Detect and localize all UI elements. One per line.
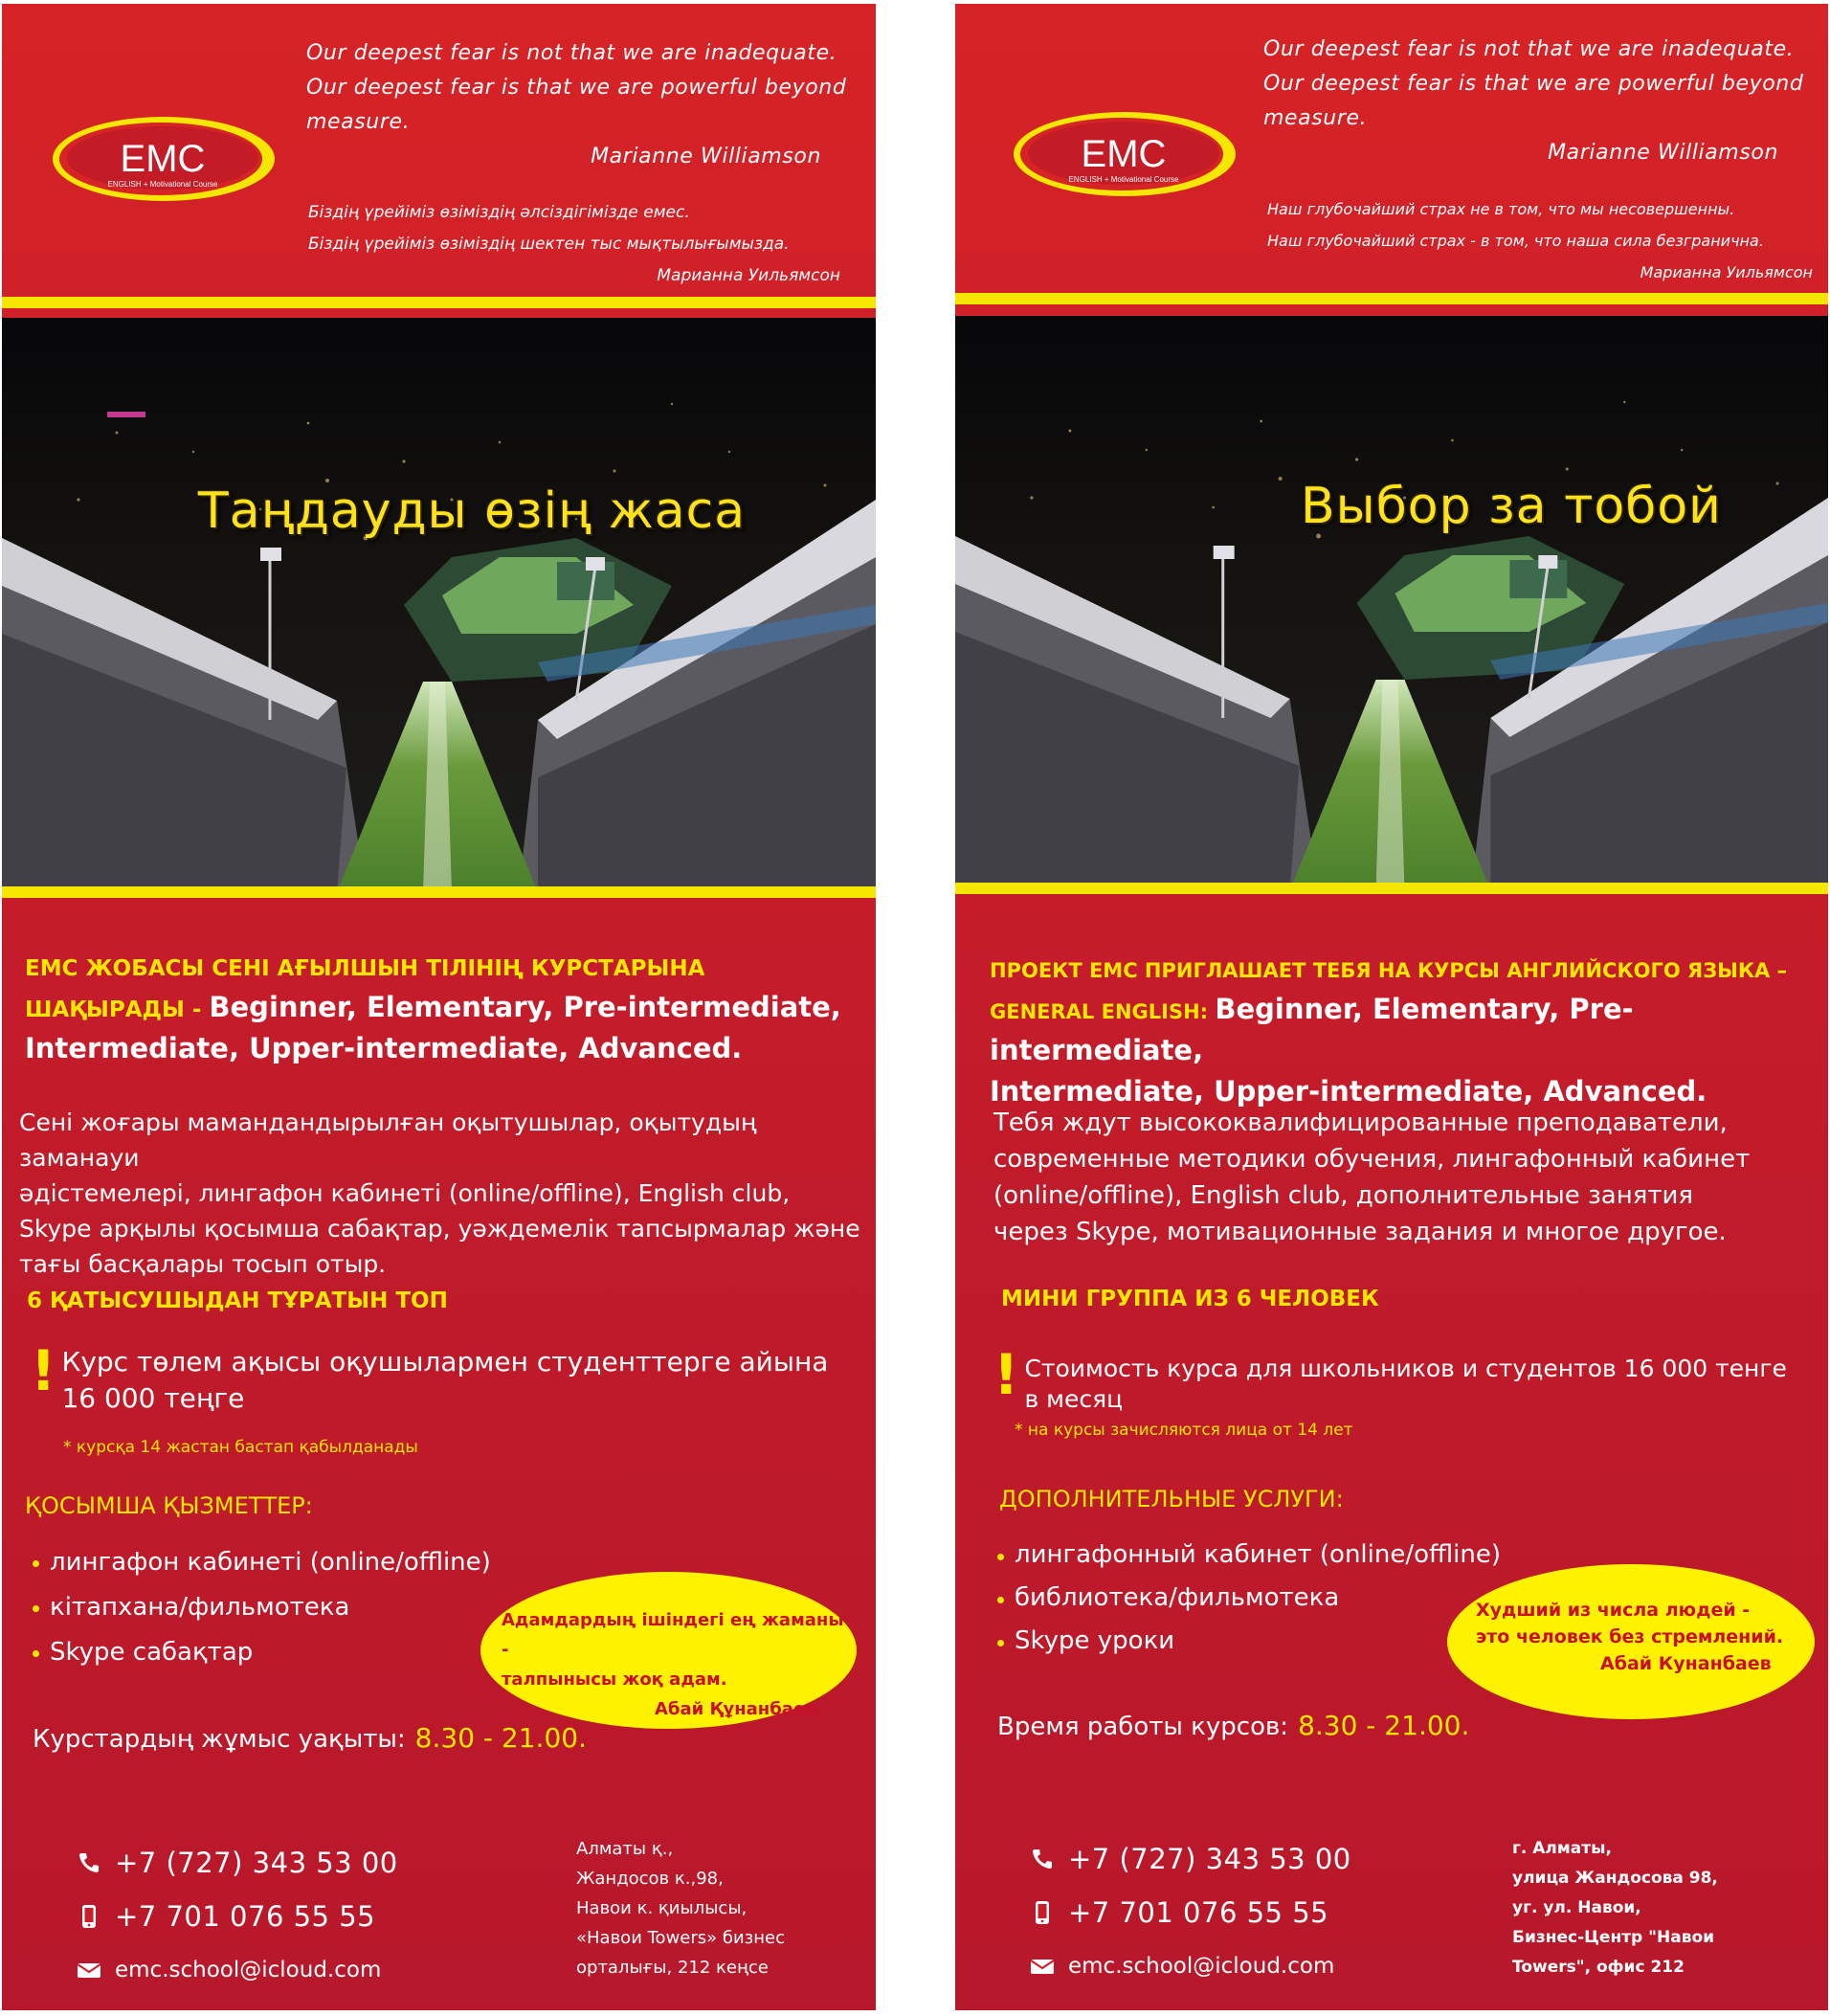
ellipse-quote-author: Абай Құнанбаев.	[655, 1699, 823, 1719]
services-heading: ДОПОЛНИТЕЛЬНЫЕ УСЛУГИ:	[999, 1486, 1344, 1512]
quote-line: Біздің үрейіміз өзіміздің шектен тыс мықтылығымызда.	[308, 235, 790, 254]
phone-row	[75, 1836, 398, 1890]
address-line: уг. ул. Навои,	[1512, 1898, 1641, 1917]
working-hours	[997, 1710, 1469, 1741]
quote-line: Біздің үрейіміз өзіміздің әлсіздігімізде емес.	[308, 203, 690, 222]
email-address[interactable]: emc.school@icloud.com	[115, 1958, 382, 1982]
mobile-row	[75, 1890, 398, 1943]
mobile-phone-icon	[1028, 1898, 1057, 1927]
slogan: Таңдауды өзің жаса	[198, 482, 747, 540]
phone-mobile[interactable]: +7 701 076 55 55	[115, 1900, 376, 1933]
address-line: Бизнес-Центр "Навои	[1512, 1928, 1715, 1947]
price-block	[31, 1338, 829, 1417]
quote-line: Наш глубочайший страх не в том, что мы несовершенны.	[1267, 200, 1735, 218]
address-line: Навои к. қиылысы,	[576, 1898, 748, 1918]
service-item: Skype уроки	[993, 1620, 1501, 1663]
yellow-stripe	[955, 293, 1828, 304]
hours-label: Время работы курсов:	[997, 1713, 1289, 1741]
mobile-row	[1028, 1886, 1351, 1939]
quote-author: Марианна Уильямсон	[657, 266, 840, 285]
hours-label: Курстардың жұмыс уақыты:	[33, 1725, 406, 1754]
price-line: в месяц	[1024, 1385, 1124, 1413]
service-item: лингафонный кабинет (online/offline)	[993, 1534, 1501, 1577]
night-stadium-photo	[2, 318, 876, 892]
emc-logo	[1011, 109, 1239, 199]
quote-english	[1263, 33, 1819, 170]
email-address[interactable]: emc.school@icloud.com	[1068, 1954, 1335, 1979]
intro-text	[25, 950, 858, 1070]
ellipse-quote-line: Худший из числа людей -	[1476, 1600, 1751, 1621]
quote-author: Marianne Williamson	[1548, 141, 1778, 165]
yellow-stripe	[2, 297, 876, 308]
service-item: Skype сабақтар	[29, 1630, 491, 1675]
abai-quote-ellipse	[1447, 1564, 1815, 1719]
address-line: г. Алматы,	[1512, 1839, 1612, 1858]
exclamation-icon: !	[31, 1338, 56, 1403]
age-note: * курсқа 14 жастан бастап қабылданады	[63, 1438, 418, 1457]
service-item: лингафон кабинеті (online/offline)	[29, 1540, 491, 1585]
description	[993, 1105, 1817, 1250]
mobile-phone-icon	[75, 1902, 103, 1931]
price-line: 16 000 теңге	[61, 1382, 245, 1414]
phone-handset-icon	[1028, 1845, 1057, 1873]
quote-line: Our deepest fear is not that we are inadequate.	[1263, 37, 1795, 61]
flyer-russian	[955, 4, 1828, 2010]
quote-line: measure.	[1263, 106, 1368, 130]
ellipse-quote-line: это человек без стремлений.	[1476, 1626, 1784, 1647]
intro-invite: ПРОЕКТ ЕМС ПРИГЛАШАЕТ ТЕБЯ НА КУРСЫ АНГЛИЙСКОГО ЯЗЫКА –	[990, 959, 1788, 982]
service-item: библиотека/фильмотека	[993, 1577, 1501, 1620]
group-heading: 6 ҚАТЫСУШЫДАН ТҰРАТЫН ТОП	[27, 1288, 448, 1313]
address-line: Алматы қ.,	[576, 1839, 674, 1859]
address-line: Towers", офис 212	[1512, 1958, 1685, 1977]
header	[955, 4, 1828, 293]
abai-quote-ellipse	[480, 1572, 857, 1729]
emc-logo	[50, 114, 278, 204]
ellipse-quote-line: Адамдардың ішіндегі ең жаманы -	[502, 1610, 844, 1660]
intro-invite: GENERAL ENGLISH:	[990, 1000, 1216, 1023]
svg-text:EMC: EMC	[120, 138, 206, 180]
description-line: (online/offline), English club, дополнительные занятия	[993, 1181, 1694, 1210]
phone-mobile[interactable]: +7 701 076 55 55	[1068, 1896, 1329, 1929]
contacts	[1028, 1832, 1351, 1993]
quote-line: Our deepest fear is not that we are inadequate.	[306, 41, 837, 65]
age-note: * на курсы зачисляются лица от 14 лет	[1015, 1421, 1353, 1440]
description-line: Сені жоғары мамандандырылған оқытушылар, оқытудың заманауи	[19, 1109, 757, 1172]
night-stadium-photo	[955, 316, 1828, 890]
ellipse-quote-author: Абай Кунанбаев	[1600, 1653, 1772, 1674]
ellipse-quote-line: талпынысы жоқ адам.	[502, 1669, 727, 1690]
intro-invite: ЕМС ЖОБАСЫ СЕНІ АҒЫЛШЫН ТІЛІНІҢ КУРСТАРЫНА	[25, 956, 705, 981]
svg-text:EMC: EMC	[1081, 133, 1167, 175]
group-heading: МИНИ ГРУППА ИЗ 6 ЧЕЛОВЕК	[1001, 1287, 1379, 1311]
services-heading: ҚОСЫМША ҚЫЗМЕТТЕР:	[25, 1492, 313, 1519]
quote-author: Marianne Williamson	[591, 145, 821, 168]
quote-line: Наш глубочайший страх - в том, что наша сила безгранична.	[1267, 232, 1764, 250]
intro-levels: Beginner, Elementary, Pre-intermediate,	[209, 991, 841, 1023]
address-line: орталығы, 212 кеңсе	[576, 1958, 769, 1978]
intro-invite: ШАҚЫРАДЫ -	[25, 997, 210, 1022]
email-row	[1028, 1939, 1351, 1993]
services-list	[29, 1540, 491, 1675]
quote-translation	[308, 197, 863, 292]
working-hours	[33, 1722, 587, 1754]
address-line: Жандосов к.,98,	[576, 1869, 724, 1889]
quote-translation	[1267, 193, 1822, 288]
quote-line: measure.	[306, 110, 411, 134]
hours-value: 8.30 - 21.00.	[1298, 1710, 1470, 1741]
header	[2, 4, 876, 293]
description-line: современные методики обучения, лингафонный кабинет	[993, 1145, 1751, 1174]
yellow-stripe	[2, 886, 876, 898]
envelope-icon	[1028, 1952, 1057, 1981]
svg-text:ENGLISH + Motivational Course: ENGLISH + Motivational Course	[107, 180, 218, 189]
phone-landline[interactable]: +7 (727) 343 53 00	[1068, 1843, 1351, 1875]
address-line: улица Жандосова 98,	[1512, 1869, 1718, 1888]
description-line: Тебя ждут высококвалифицированные преподаватели,	[993, 1109, 1728, 1137]
quote-english	[306, 36, 861, 174]
description-line: Skype арқылы қосымша сабақтар, уәждемелік тапсырмалар және	[19, 1215, 860, 1243]
intro-levels: Intermediate, Upper-intermediate, Advanced.	[990, 1075, 1707, 1108]
hours-value: 8.30 - 21.00.	[414, 1722, 587, 1754]
description-line: через Skype, мотивационные задания и многое другое.	[993, 1218, 1727, 1246]
services-list	[993, 1534, 1501, 1663]
price-block	[993, 1342, 1787, 1415]
price-line: Стоимость курса для школьников и студентов 16 000 тенге	[1024, 1355, 1787, 1382]
quote-line: Our deepest fear is that we are powerful beyond	[1263, 72, 1804, 96]
email-row	[75, 1943, 398, 1997]
phone-handset-icon	[75, 1848, 103, 1877]
description-line: әдістемелері, лингафон кабинеті (online/offline), English club,	[19, 1179, 791, 1207]
intro-text	[990, 952, 1822, 1113]
envelope-icon	[75, 1956, 103, 1984]
quote-line: Our deepest fear is that we are powerful beyond	[306, 76, 847, 100]
intro-levels: Beginner, Elementary, Pre-intermediate,	[990, 993, 1634, 1066]
quote-author: Марианна Уильямсон	[1640, 263, 1813, 281]
phone-row	[1028, 1832, 1351, 1886]
phone-landline[interactable]: +7 (727) 343 53 00	[115, 1847, 398, 1879]
address	[1512, 1834, 1718, 1982]
address	[576, 1834, 785, 1982]
slogan: Выбор за тобой	[1301, 478, 1722, 535]
svg-text:ENGLISH + Motivational Course: ENGLISH + Motivational Course	[1068, 175, 1179, 184]
yellow-stripe	[955, 883, 1828, 894]
price-line: Курс төлем ақысы оқушылармен студенттерге айына	[61, 1346, 829, 1378]
contacts	[75, 1836, 398, 1997]
description	[19, 1105, 871, 1282]
address-line: «Навои Towers» бизнес	[576, 1928, 785, 1948]
description-line: тағы басқалары тосып отыр.	[19, 1250, 387, 1278]
service-item: кітапхана/фильмотека	[29, 1585, 491, 1630]
exclamation-icon: !	[993, 1342, 1019, 1407]
flyer-kazakh	[2, 4, 876, 2010]
intro-levels: Intermediate, Upper-intermediate, Advanced.	[25, 1032, 743, 1064]
